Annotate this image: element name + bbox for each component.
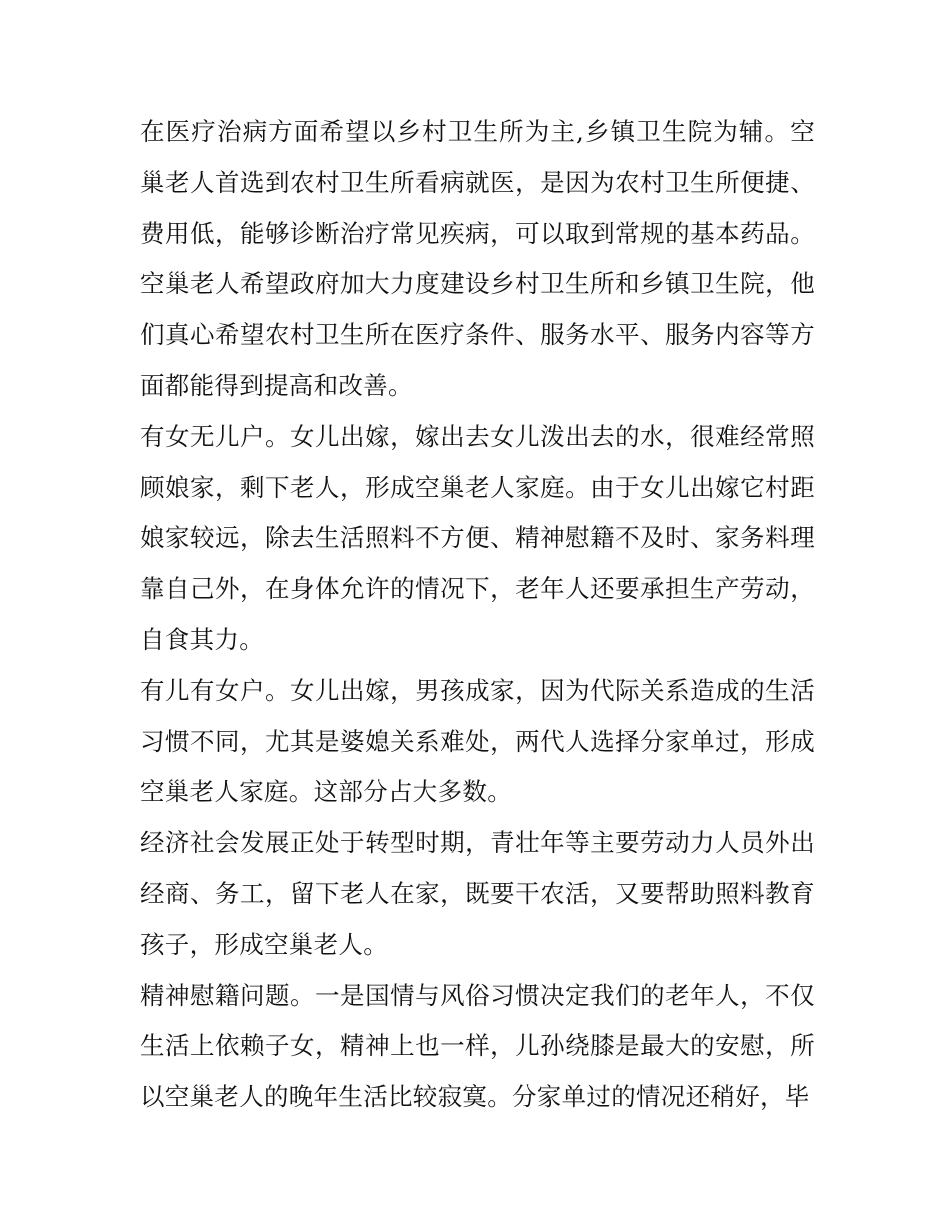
paragraph-daughters-only: 有女无儿户。女儿出嫁，嫁出去女儿泼出去的水，很难经常照顾娘家，剩下老人，形成空巢老人家庭。由于女儿出嫁它村距娘家较远，除去生活照料不方便、精神慰籍不及时、家务料理靠自己外，在身体允许的情况下，老年人还要承担生产劳动，自食其力。 (140, 421, 815, 654)
paragraph-spiritual-comfort: 精神慰籍问题。一是国情与风俗习惯决定我们的老年人，不仅生活上依赖子女，精神上也一样，儿孙绕膝是最大的安慰，所以空巢老人的晚年生活比较寂寞。分家单过的情况还稍好，毕 (140, 980, 815, 1112)
document-body (140, 107, 815, 1123)
paragraph-economic-transition: 经济社会发展正处于转型时期，青壮年等主要劳动力人员外出经商、务工，留下老人在家，既要干农活，又要帮助照料教育孩子，形成空巢老人。 (140, 828, 815, 959)
paragraph-sons-and-daughters: 有儿有女户。女儿出嫁，男孩成家，因为代际关系造成的生活习惯不同，尤其是婆媳关系难处，两代人选择分家单过，形成空巢老人家庭。这部分占大多数。 (140, 675, 815, 807)
paragraph-medical-care: 在医疗治病方面希望以乡村卫生所为主,乡镇卫生院为辅。空巢老人首选到农村卫生所看病就医，是因为农村卫生所便捷、费用低，能够诊断治疗常见疾病，可以取到常规的基本药品。空巢老人希望政府加大力度建设乡村卫生所和乡镇卫生院，他们真心希望农村卫生所在医疗条件、服务水平、服务内容等方面都能得到提高和改善。 (140, 117, 815, 400)
